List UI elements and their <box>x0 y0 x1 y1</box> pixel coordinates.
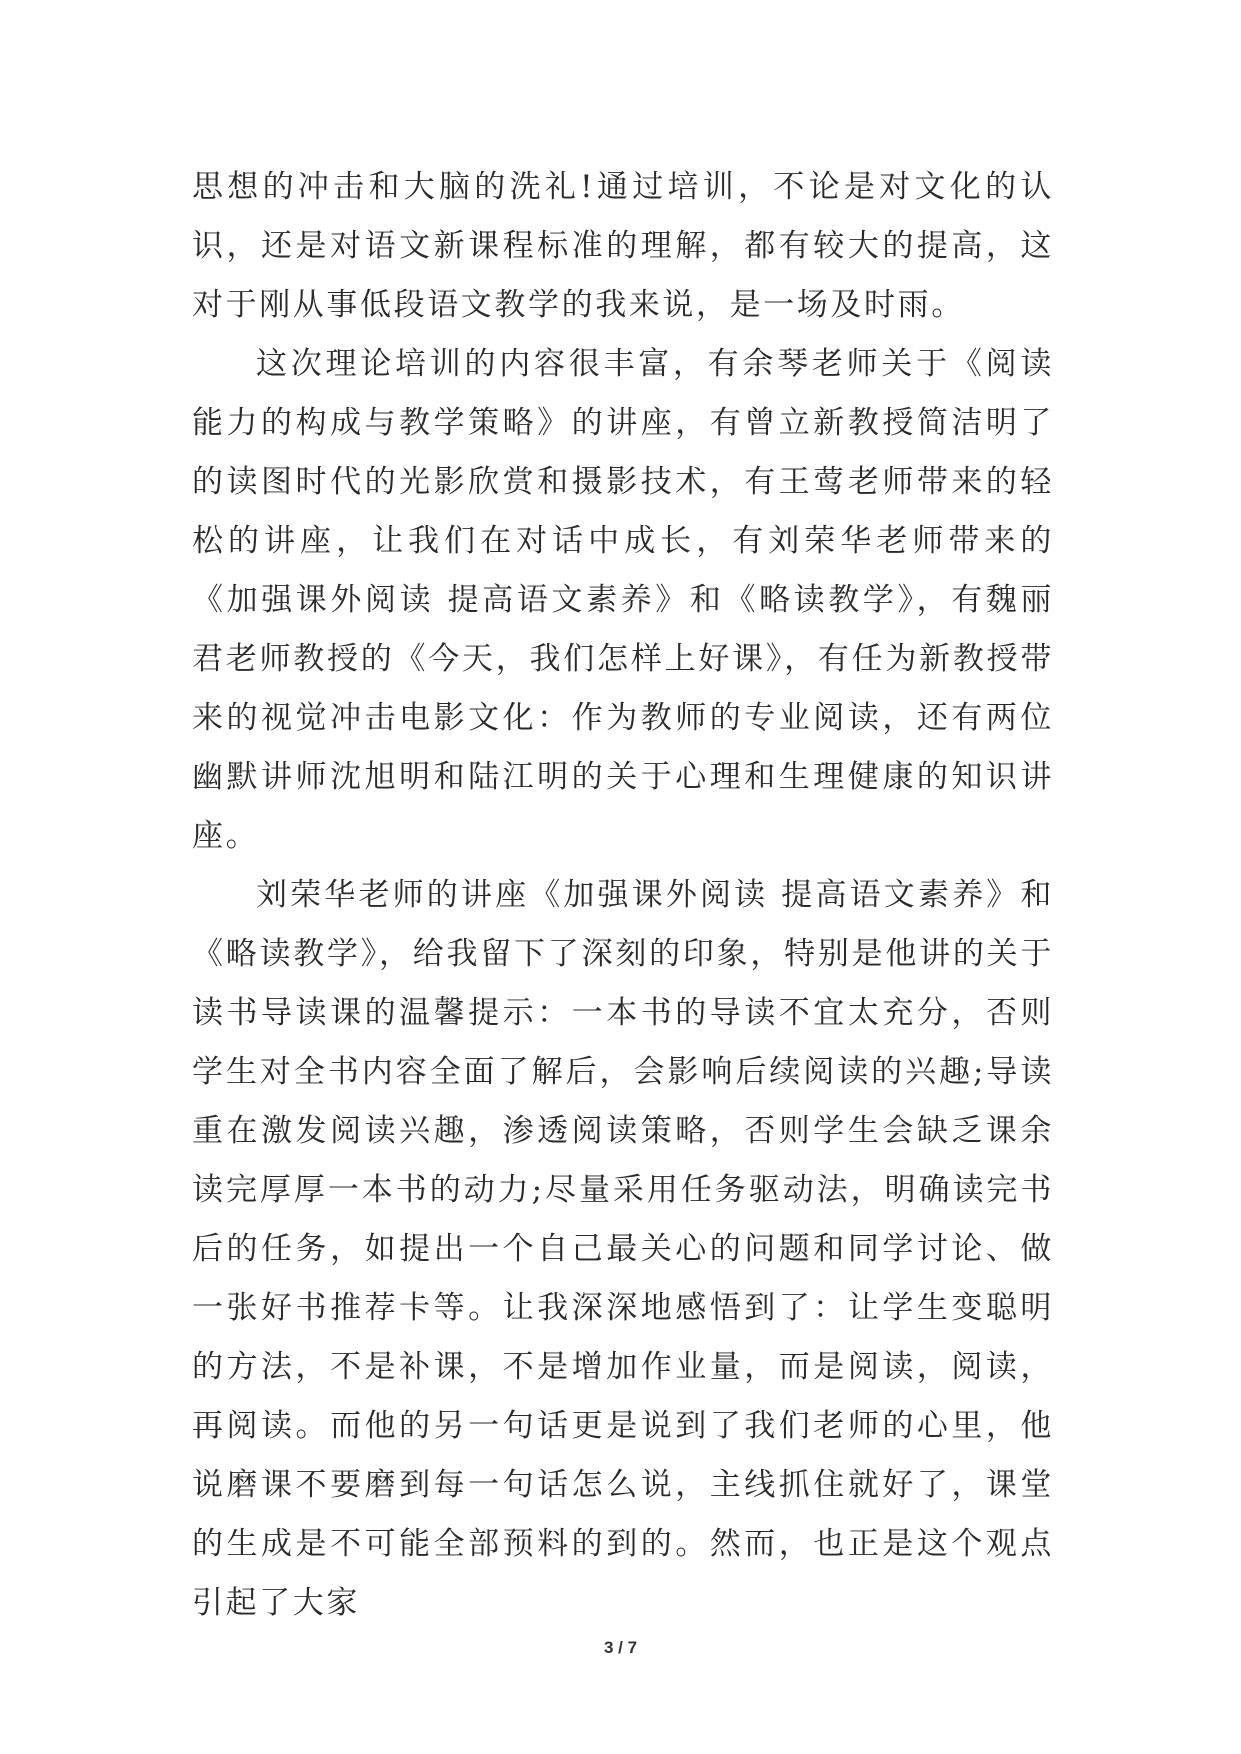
paragraph-3: 刘荣华老师的讲座《加强课外阅读 提高语文素养》和《略读教学》，给我留下了深刻的印象，特别是他讲的关于读书导读课的温馨提示：一本书的导读不宜太充分，否则学生对全书内容全面了解后，会影响后续阅读的兴趣;导读重在激发阅读兴趣，渗透阅读策略，否则学生会缺乏课余读完厚厚一本书的动力;尽量采用任务驱动法，明确读完书后的任务，如提出一个自己最关心的问题和同学讨论、做一张好书推荐卡等。让我深深地感悟到了：让学生变聪明的方法，不是补课，不是增加作业量，而是阅读，阅读，再阅读。而他的另一句话更是说到了我们老师的心里，他说磨课不要磨到每一句话怎么说，主线抓住就好了，课堂的生成是不可能全部预料的到的。然而，也正是这个观点引起了大家 <box>192 877 1054 1621</box>
body-text <box>192 158 1054 1633</box>
paragraph-1: 思想的冲击和大脑的洗礼!通过培训，不论是对文化的认识，还是对语文新课程标准的理解，都有较大的提高，这对于刚从事低段语文教学的我来说，是一场及时雨。 <box>192 169 1054 323</box>
page-number: 3 / 7 <box>603 1638 638 1657</box>
paragraph-2: 这次理论培训的内容很丰富，有余琴老师关于《阅读能力的构成与教学策略》的讲座，有曾立新教授简洁明了的读图时代的光影欣赏和摄影技术，有王莺老师带来的轻松的讲座，让我们在对话中成长，有刘荣华老师带来的《加强课外阅读 提高语文素养》和《略读教学》，有魏丽君老师教授的《今天，我们怎样上好课》，有任为新教授带来的视觉冲击电影文化：作为教师的专业阅读，还有两位幽默讲师沈旭明和陆江明的关于心理和生理健康的知识讲座。 <box>192 346 1054 854</box>
